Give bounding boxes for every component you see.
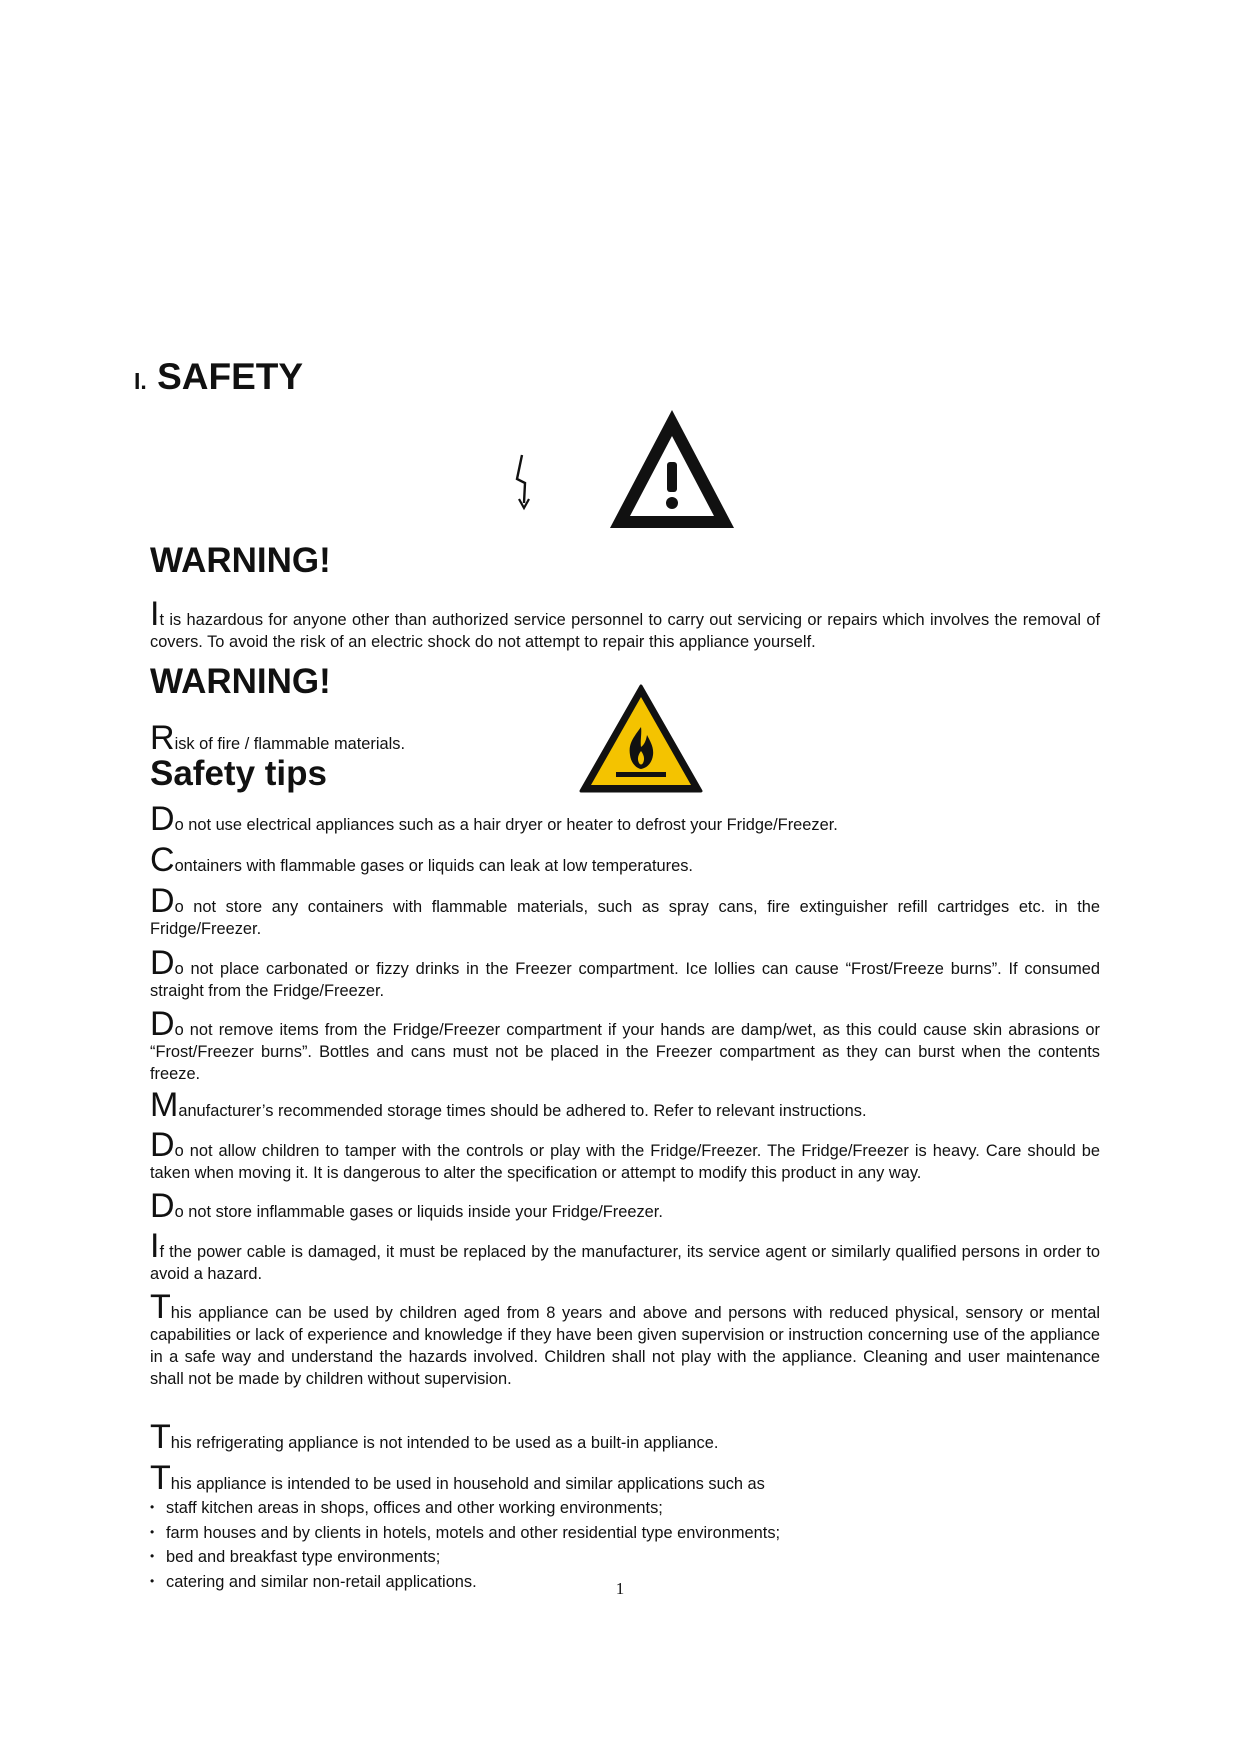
list-item: • bed and breakfast type environments; <box>150 1545 1050 1570</box>
lightning-bolt-icon <box>510 453 534 515</box>
drop-cap: T <box>150 1288 171 1326</box>
drop-cap: D <box>150 882 175 920</box>
drop-cap: D <box>150 944 175 982</box>
tip-text: ontainers with flammable gases or liquids can leak at low temperatures. <box>174 857 693 875</box>
warning-triangle-icon <box>606 406 738 532</box>
drop-cap: D <box>150 1187 175 1225</box>
tip-item <box>150 1187 1100 1225</box>
list-item: • catering and similar non-retail applications. <box>150 1570 1050 1595</box>
tip-text: o not allow children to tamper with the controls or play with the Fridge/Freezer. The Fridge/Freezer is heavy. Care should be taken when moving it. It is dangerous to alter the specification or attempt to modify this product in any way. <box>150 1142 1100 1182</box>
flammable-warning-icon <box>578 683 704 795</box>
tip-text: o not place carbonated or fizzy drinks in the Freezer compartment. Ice lollies can cause “Frost/Freeze burns”. If consumed straight from the Fridge/Freezer. <box>150 960 1100 1000</box>
tip-item <box>150 1227 1100 1285</box>
drop-cap: C <box>150 841 175 879</box>
tip-item <box>150 1126 1100 1184</box>
tip-item <box>150 1418 1100 1456</box>
tip-item <box>150 882 1100 940</box>
tip-item <box>150 841 1100 879</box>
warning-text-1 <box>150 595 1100 653</box>
tip-text: f the power cable is damaged, it must be replaced by the manufacturer, its service agent or similarly qualified persons in order to avoid a hazard. <box>150 1243 1100 1283</box>
drop-cap: D <box>150 800 175 838</box>
tip-text: o not remove items from the Fridge/Freezer compartment if your hands are damp/wet, as this could cause skin abrasions or “Frost/Freezer burns”. Bottles and cans must not be placed in the Freezer compartment as they can burst when the contents freeze. <box>150 1021 1100 1083</box>
warning-heading-1: WARNING! <box>150 541 331 580</box>
section-title-text: SAFETY <box>157 356 304 397</box>
section-title <box>134 355 303 403</box>
tip-text: his appliance can be used by children aged from 8 years and above and persons with reduced physical, sensory or mental capabilities or lack of experience and knowledge if they have been given supervision or instruction concerning use of the appliance in a safe way and understand the hazards involved. Children shall not play with the appliance. Cleaning and user maintenance shall not be made by children without supervision. <box>150 1304 1100 1388</box>
drop-cap: R <box>150 719 175 757</box>
tip-item <box>150 1086 1100 1124</box>
tip-text: o not store any containers with flammable materials, such as spray cans, fire extinguisher refill cartridges etc. in the Fridge/Freezer. <box>150 898 1100 938</box>
warning-body-1: t is hazardous for anyone other than authorized service personnel to carry out servicing or repairs which involves the removal of covers. To avoid the risk of an electric shock do not attempt to repair this appliance yourself. <box>150 611 1100 651</box>
drop-cap: M <box>150 1086 179 1124</box>
tip-text: o not store inflammable gases or liquids inside your Fridge/Freezer. <box>174 1203 663 1221</box>
tip-text: o not use electrical appliances such as a hair dryer or heater to defrost your Fridge/Freezer. <box>174 816 838 834</box>
warning-heading-2: WARNING! <box>150 662 331 701</box>
tip-item <box>150 1005 1100 1085</box>
drop-cap: D <box>150 1126 175 1164</box>
tip-item <box>150 800 1100 838</box>
safety-tips-heading: Safety tips <box>150 754 327 793</box>
page-number: 1 <box>615 1579 625 1598</box>
applications-list <box>150 1496 1050 1594</box>
drop-cap: I <box>150 595 160 633</box>
tip-text: his appliance is intended to be used in household and similar applications such as <box>170 1475 765 1493</box>
tip-item <box>150 1288 1100 1390</box>
tip-item <box>150 944 1100 1002</box>
drop-cap: T <box>150 1459 171 1497</box>
tip-item <box>150 1459 1100 1497</box>
tip-text: anufacturer’s recommended storage times should be adhered to. Refer to relevant instructions. <box>178 1102 867 1120</box>
list-item: • staff kitchen areas in shops, offices and other working environments; <box>150 1496 1050 1521</box>
section-number: I. <box>134 368 147 394</box>
drop-cap: I <box>150 1227 160 1265</box>
warning-body-2: isk of fire / flammable materials. <box>174 735 406 753</box>
drop-cap: D <box>150 1005 175 1043</box>
drop-cap: T <box>150 1418 171 1456</box>
tip-text: his refrigerating appliance is not intended to be used as a built-in appliance. <box>170 1434 719 1452</box>
list-item: • farm houses and by clients in hotels, motels and other residential type environments; <box>150 1521 1050 1546</box>
